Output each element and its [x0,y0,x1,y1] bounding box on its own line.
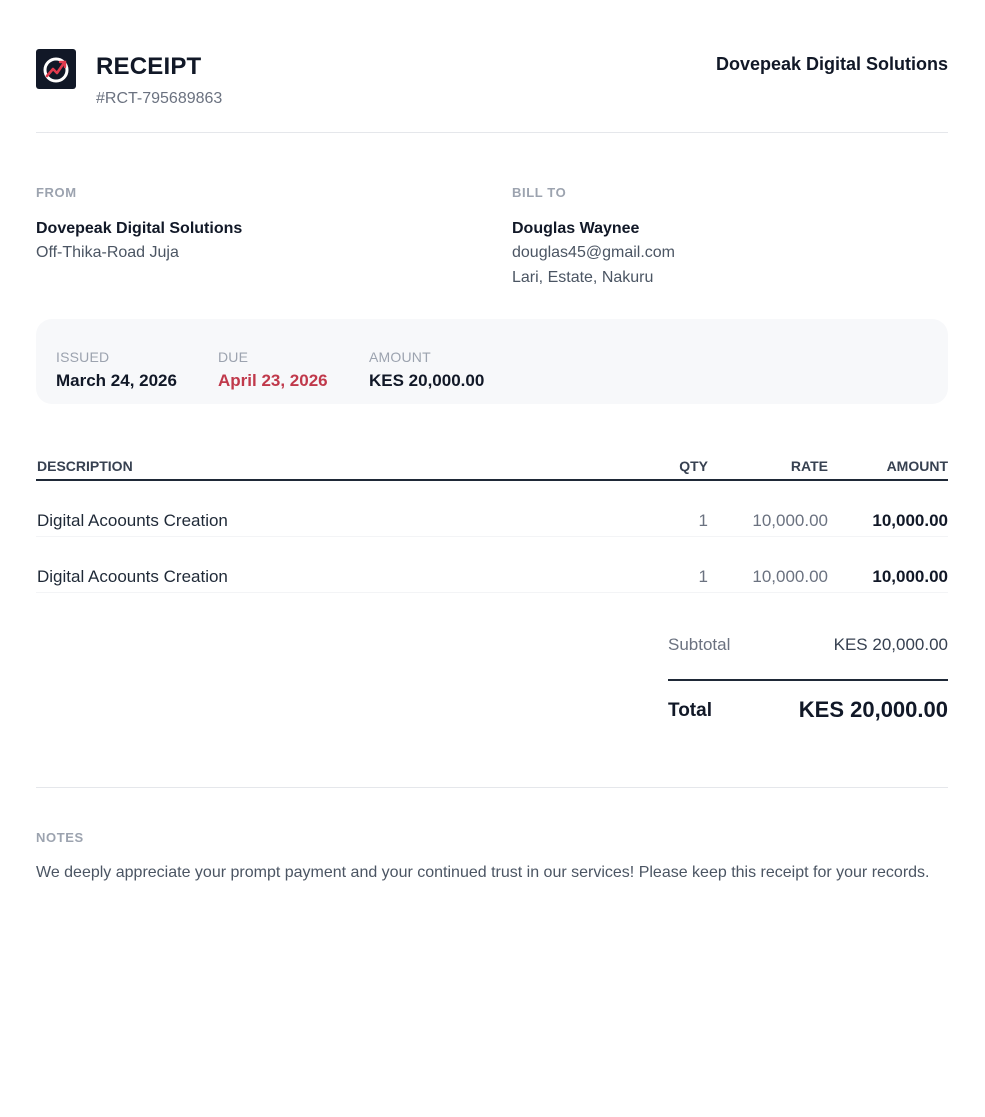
due-block [218,349,328,391]
header-rate: RATE [790,458,828,474]
receipt-content [36,0,948,886]
subtotal-row [668,635,948,681]
subtotal-value: KES 20,000.00 [833,635,948,654]
summary-box [36,319,948,404]
bill-to-address: Lari, Estate, Nakuru [512,269,654,286]
total-row [668,697,948,730]
logo-icon [36,49,76,89]
company-name: Dovepeak Digital Solutions [715,54,948,74]
row-description: Digital Acoounts Creation [37,567,228,586]
subtotal-label: Subtotal [668,635,731,654]
row-amount: 10,000.00 [872,511,948,530]
row-amount: 10,000.00 [872,567,948,586]
due-date: April 23, 2026 [218,371,328,390]
row-rate: 10,000.00 [752,511,828,530]
from-name: Dovepeak Digital Solutions [36,220,243,237]
amount-value: KES 20,000.00 [369,371,485,390]
bill-to-email: douglas45@gmail.com [512,244,675,261]
bill-to-label: BILL TO [512,185,567,200]
total-label: Total [668,700,712,721]
header-amount: AMOUNT [886,458,948,474]
due-label: DUE [218,349,249,365]
issued-label: ISSUED [56,349,110,365]
table-row [36,537,948,593]
amount-label: AMOUNT [369,349,431,365]
bill-to-block [512,185,675,290]
notes-text: We deeply appreciate your prompt payment and your continued trust in our services! Please keep this receipt for your records. [36,864,930,881]
notes-section [36,788,948,886]
totals-section [36,593,948,787]
receipt-header [36,0,948,133]
row-qty: 1 [698,511,708,530]
issued-date: March 24, 2026 [56,371,177,390]
header-qty: QTY [679,458,708,474]
row-qty: 1 [698,567,708,586]
from-address: Off-Thika-Road Juja [36,244,179,261]
notes-label: NOTES [36,830,84,845]
bill-to-name: Douglas Waynee [512,220,640,237]
from-block [36,185,242,265]
title-block [96,52,222,109]
from-label: FROM [36,185,77,200]
total-value: KES 20,000.00 [798,697,948,722]
row-rate: 10,000.00 [752,567,828,586]
receipt-number: #RCT-795689863 [96,90,223,107]
row-description: Digital Acoounts Creation [37,511,228,530]
issued-block [56,349,177,391]
parties-section [36,133,948,319]
amount-block [369,349,484,391]
table-header [36,452,948,481]
header-description: DESCRIPTION [37,458,133,474]
table-row [36,481,948,537]
items-table [36,452,948,593]
receipt-title: RECEIPT [96,53,202,80]
